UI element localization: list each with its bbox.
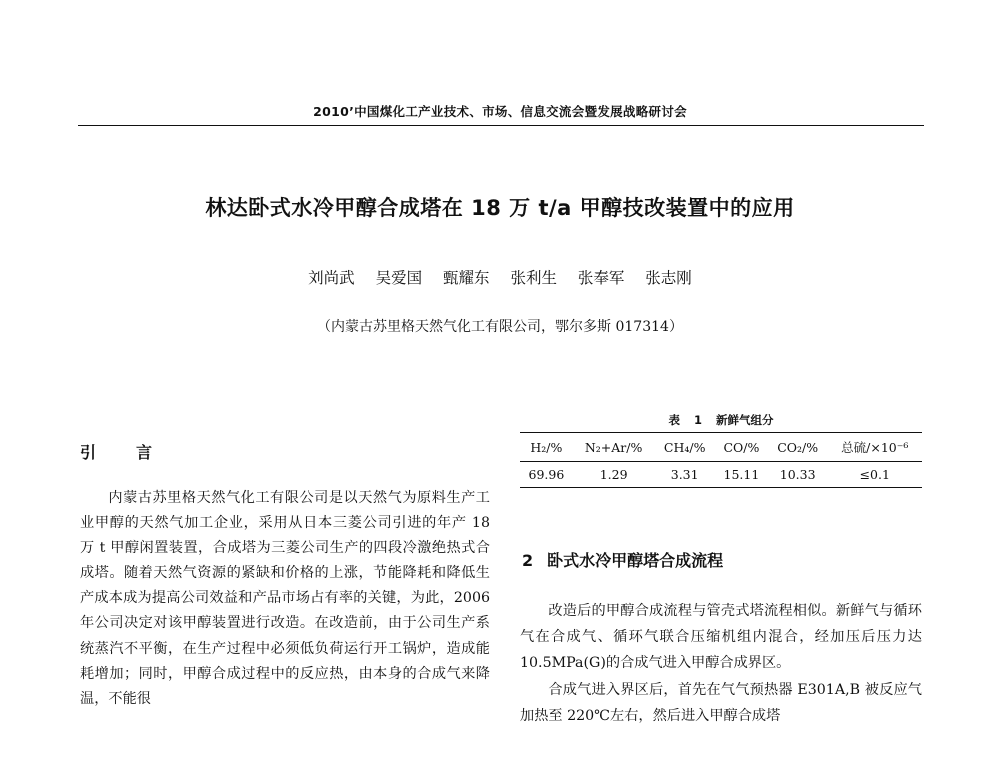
table-header-cell: N₂+Ar/% — [584, 439, 643, 455]
table-header-cell: 总硫/×10⁻⁶ — [841, 440, 909, 455]
table-cell: 15.11 — [723, 467, 760, 482]
table-header-cell: CO₂/% — [777, 439, 819, 455]
intro-paragraph: 内蒙古苏里格天然气化工有限公司是以天然气为原料生产工业甲醇的天然气加工企业，采用从日本三菱公司引进的年产 18 万 t 甲醇闲置装置，合成塔为三菱公司生产的四段冷激绝热式合成塔。随着天然气资源的紧缺和价格的上涨，节能降耗和降低生产成本成为提高公司效益和产品市场占有率的关键，为此，2006 年公司决定对该甲醇装置进行改造。在改造前，由于公司生产系统蒸汽不平衡，在生产过程中必须低负荷运行开工锅炉，造成能耗增加；同时，甲醇合成过程中的反应热，由本身的合成气来降温，不能很 — [80, 490, 490, 707]
table-header-row — [520, 433, 922, 462]
table-cell: 10.33 — [779, 467, 816, 482]
gas-composition-table — [520, 432, 922, 488]
left-column — [80, 486, 490, 712]
section-heading-2 — [522, 548, 723, 571]
table-header-cell: CH₄/% — [663, 439, 706, 455]
table-header-cell: H₂/% — [530, 439, 563, 455]
table-header-cell: CO/% — [723, 439, 760, 455]
table-caption: 表 1 新鲜气组分 — [668, 413, 774, 427]
table-cell: 3.31 — [670, 467, 699, 482]
table-cell: ≤0.1 — [859, 467, 890, 482]
header-rule — [78, 125, 924, 126]
paper-title: 林达卧式水冷甲醇合成塔在 18 万 t/a 甲醇技改装置中的应用 — [205, 196, 795, 220]
table-row — [520, 462, 922, 488]
author-list: 刘尚武 吴爱国 甄耀东 张利生 张奉军 张志刚 — [308, 269, 692, 287]
affiliation: （内蒙古苏里格天然气化工有限公司，鄂尔多斯 017314） — [317, 319, 683, 335]
table-cell: 1.29 — [599, 467, 628, 482]
section-title: 卧式水冷甲醇塔合成流程 — [547, 551, 724, 570]
running-header: 2010’中国煤化工产业技术、市场、信息交流会暨发展战略研讨会 — [313, 104, 687, 119]
section-heading-intro: 引言 — [80, 443, 193, 462]
table-cell: 69.96 — [528, 467, 565, 482]
section-number: 2 — [522, 551, 534, 570]
section2-paragraph-1: 改造后的甲醇合成流程与管壳式塔流程相似。新鲜气与循环气在合成气、循环气联合压缩机组内混合，经加压后压力达 10.5MPa(G)的合成气进入甲醇合成界区。 — [520, 603, 922, 672]
right-column — [520, 598, 922, 729]
section2-paragraph-2: 合成气进入界区后，首先在气气预热器 E301A,B 被反应气加热至 220℃左右，然后进入甲醇合成塔 — [520, 681, 922, 724]
